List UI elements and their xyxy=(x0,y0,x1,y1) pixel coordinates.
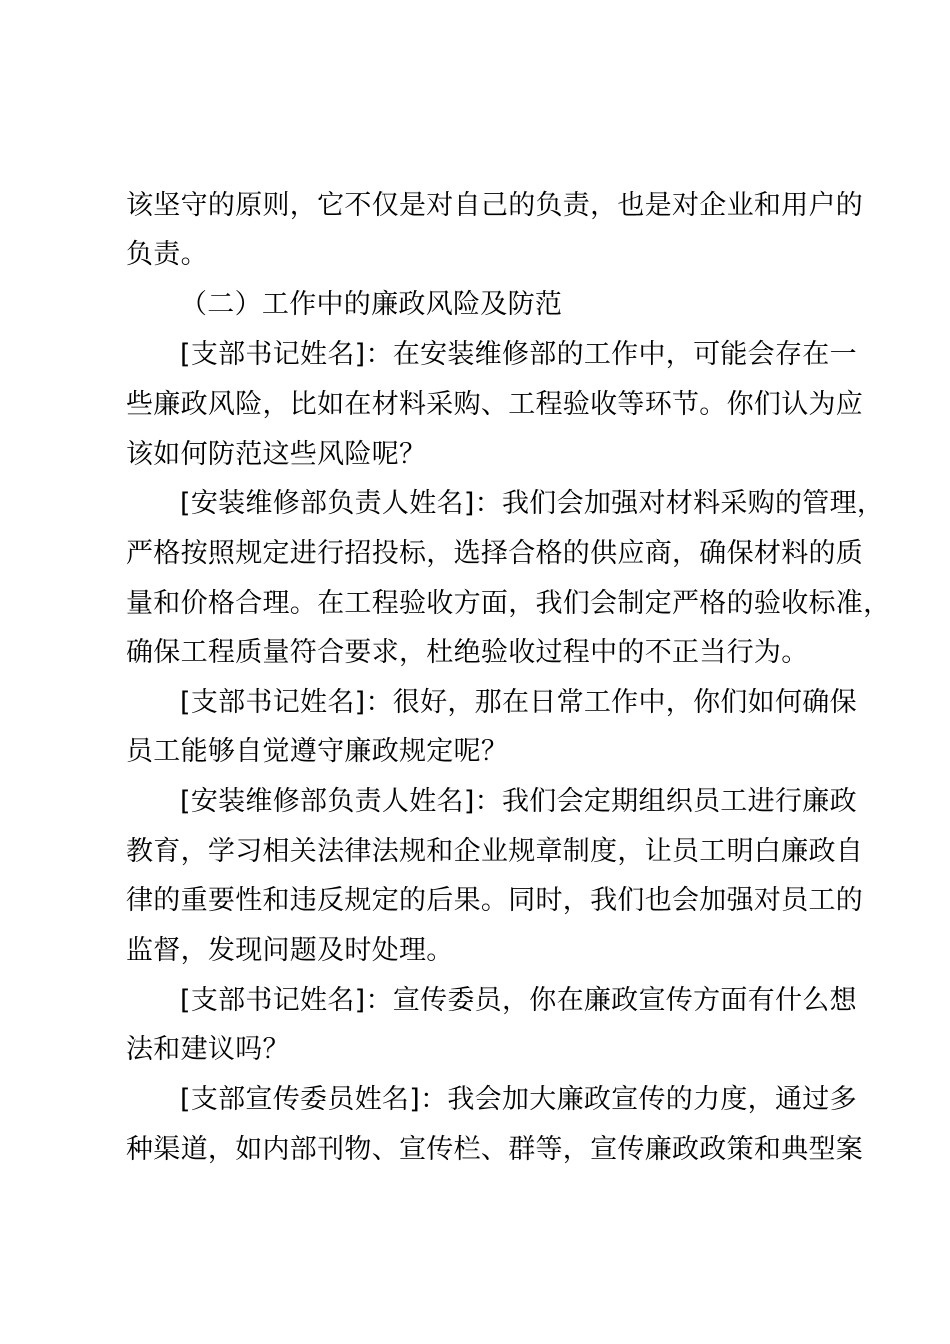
paragraph-line: 员工能够自觉遵守廉政规定呢？ xyxy=(126,736,509,767)
paragraph-line: 量和价格合理。在工程验收方面，我们会制定严格的验收标准， xyxy=(126,588,891,619)
paragraph-line: [支部书记姓名]：宣传委员，你在廉政宣传方面有什么想 xyxy=(180,985,857,1016)
paragraph-line: 严格按照规定进行招投标，选择合格的供应商，确保材料的质 xyxy=(126,538,864,569)
paragraph-line: 该坚守的原则，它不仅是对自己的负责，也是对企业和用户的 xyxy=(126,190,864,221)
paragraph-line: 法和建议吗？ xyxy=(126,1034,290,1065)
section-heading: （二）工作中的廉政风险及防范 xyxy=(180,289,563,320)
paragraph-line: [支部宣传委员姓名]：我会加大廉政宣传的力度，通过多 xyxy=(180,1084,857,1115)
paragraph-line: 该如何防范这些风险呢？ xyxy=(126,439,427,470)
paragraph-line: 负责。 xyxy=(126,239,208,270)
paragraph-line: 种渠道，如内部刊物、宣传栏、群等，宣传廉政政策和典型案 xyxy=(126,1134,864,1165)
paragraph-line: 确保工程质量符合要求，杜绝验收过程中的不正当行为。 xyxy=(126,637,809,668)
paragraph-line: [支部书记姓名]：很好，那在日常工作中，你们如何确保 xyxy=(180,687,857,718)
paragraph-line: 教育，学习相关法律法规和企业规章制度，让员工明白廉政自 xyxy=(126,836,864,867)
paragraph-line: 监督，发现问题及时处理。 xyxy=(126,935,454,966)
paragraph-line: [支部书记姓名]：在安装维修部的工作中，可能会存在一 xyxy=(180,339,857,370)
paragraph-line: 律的重要性和违反规定的后果。同时，我们也会加强对员工的 xyxy=(126,885,864,916)
paragraph-line: [安装维修部负责人姓名]：我们会定期组织员工进行廉政 xyxy=(180,786,857,817)
paragraph-line: 些廉政风险，比如在材料采购、工程验收等环节。你们认为应 xyxy=(126,389,864,420)
paragraph-line: [安装维修部负责人姓名]：我们会加强对材料采购的管理， xyxy=(180,488,885,519)
